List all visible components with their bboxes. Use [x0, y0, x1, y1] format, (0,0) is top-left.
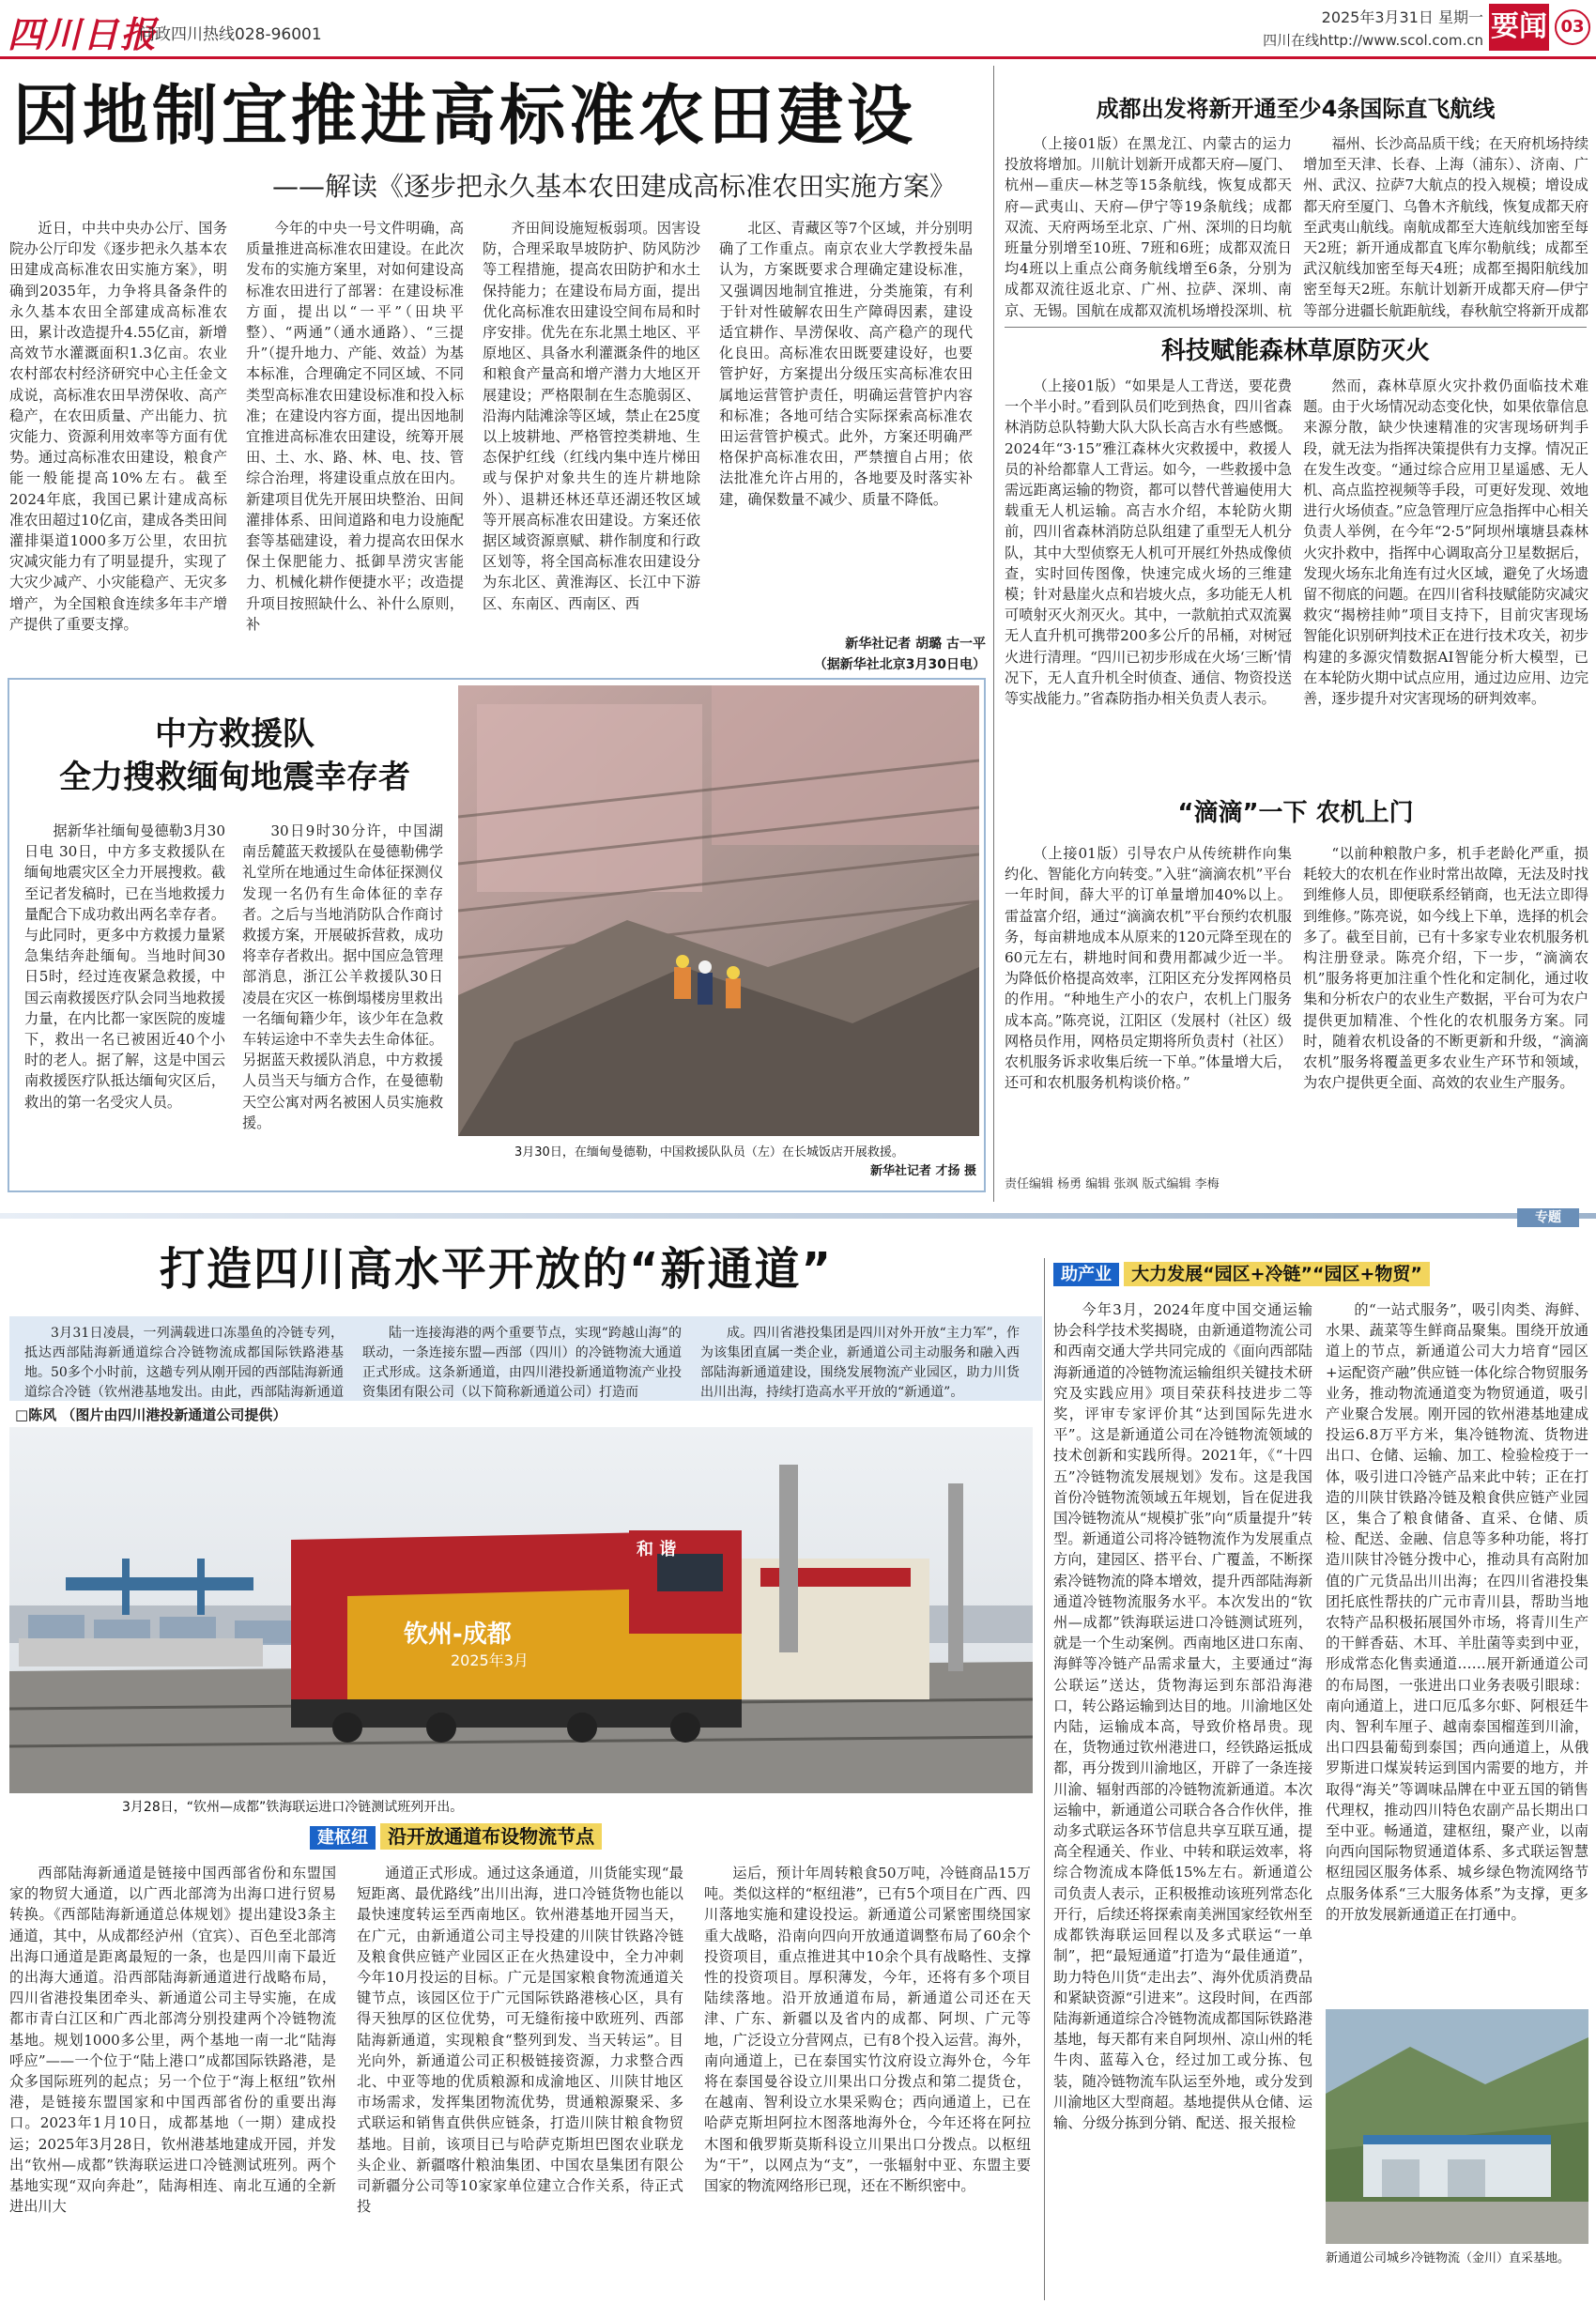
airline-col-2: 福州、长沙高品质干线；在天府机场持续增加至天津、长春、上海（浦东）、济南、广州、武汉、拉萨7大航点的投入规模；增设成都天府至厦门、乌鲁木齐航线，恢复成都天府至武夷山航线。南航成都至大连航线加密至每天2班；新开通成都直飞库尔勒航线；成都至武汉航线加密至每天4班；成都至揭阳航线加密至每天2班。东航计划新开成都天府—伊宁等部分进疆长航距航线，春秋航空将新开成都 — [1303, 135, 1588, 319]
airline-col-1: （上接01版）在黑龙江、内蒙古的运力投放将增加。川航计划新开成都天府—厦门、杭州—重庆—林芝等15条航线，恢复成都天府—武夷山、天府—伊宁等19条航线；成都双流、天府两场至北京、广州、深圳的日均航班量分别增至10班、7班和6班；成都双流日均4班以上重点公商务航线增至6条，分别为成都双流往返北京、广州、拉萨、深圳、南京、无锡。国航在成都双流机场增投深圳、杭 — [1005, 135, 1292, 319]
rescue-title-1: 中方救援队 — [155, 715, 315, 753]
lead-title: 因地制宜推进高标准农田建设 — [13, 77, 916, 154]
rescue-col-1: 据新华社缅甸曼德勒3月30日电 30日，中方多支救援队在缅甸地震灾区全力开展搜救。截至记者发稿时，已在当地救援力量配合下成功救出两名幸存者。与此同时，更多中方救援力量紧急集结奔赴缅甸。当地时间30日5时，经过连夜紧急救援，中国云南救援医疗队会同当地救援力量，在内比都一家医院的废墟下，救出一名已被困近40个小时的老人。据了解，这是中国云南救援医疗队抵达缅甸灾区后，救出的第一名受灾人员。 — [24, 822, 225, 1111]
column-divider — [993, 66, 994, 1202]
freight-train-image — [9, 1427, 1033, 1793]
feature-author: □陈风 （图片由四川港投新通道公司提供） — [15, 1406, 287, 1423]
lead-col-3: 齐田间设施短板弱项。因害设防，合理采取旱坡防护、防风防沙等工程措施，提高农田防护和水土保持能力；在建设布局方面，提出优化高标准农田建设空间布局和时序安排。优先在东北黑土地区、平原地区、具备水利灌溉条件的地区和粮食产量高和增产潜力大地区开展建设；严格限制在生态脆弱区、沿海内陆滩涂等区域，禁止在25度以上坡耕地、严格管控类耕地、生态保护红线（红线内集中连片梯田或与保护对象共生的连片耕地除外）、退耕还林还草还湖还牧区域等开展高标准农田建设。方案还依据区域资源禀赋、耕作制度和行政区划等，将全国高标准农田建设分为东北区、黄淮海区、长江中下游区、东南区、西南区、西 — [483, 220, 700, 612]
sub1-col-3: 运后，预计年周转粮食50万吨，冷链商品15万吨。类似这样的“枢纽港”，已有5个项目在广西、四川落地实施和建设投运。新通道公司紧密围绕国家重大战略，沿南向四向开放通道调整布局了60余个投资项目，重点推进其中10余个具有战略性、支撑性的投资项目。厚积薄发，今年，还将有多个项目陆续落地。沿开放通道布局，新通道公司还在天津、广东、新疆以及省内的成都、阿坝、广元等地，广泛设立分营网点，已有8个投入运营。海外，南向通道上，已在泰国实竹汶府设立海外仓，今年将在泰国曼谷设立川果出口分拨点和第二提货仓，在越南、智利设立水果采购仓；西向通道上，已在哈萨克斯坦阿拉木图落地海外仓，今年还将在阿拉木图和俄罗斯莫斯科设立川果出口分拨点。以枢纽为“干”，以网点为“支”，一张辐射中亚、东盟主要国家的物流网络形已现，还在不断织密中。 — [704, 1865, 1031, 2195]
feature-title: 打造四川高水平开放的“新通道” — [160, 1243, 834, 1296]
didi-col-1: （上接01版）引导农户从传统耕作向集约化、智能化方向转变。”入驻“滴滴农机”平台一年时间，薛大平的订单量增加40%以上。雷益富介绍，通过“滴滴农机”平台预约农机服务，每亩耕地成本从原来的120元降至现在的60元左右，耕地时间和费用都减少近一半。为降低价格提高效率，江阳区充分发挥网格员的作用。“种地生产小的农户，农机上门服务成本高。”陈亮说，江阳区（发展村（社区）级网格员作用，网格员定期将所负责村（社区）农机服务诉求收集后统一下单。”体量增大后，还可和农机服务机构谈价格。” — [1005, 845, 1292, 1092]
divider — [1005, 327, 1587, 328]
sub2-col-2: 的“一站式服务”，吸引肉类、海鲜、水果、蔬菜等生鲜商品聚集。围绕开放通道上的节点，新通道公司大力培育“园区+运配资产融”供应链一体化综合物贸服务业务，推动物流通道变为物贸通道，吸引产业聚合发展。刚开园的钦州港基地建成投运6.8万平方米，集冷链物流、货物进出口、仓储、运输、加工、检验检疫于一体，吸引进口冷链产品来此中转；正在打造的川陕甘铁路冷链及粮食供应链产业园区，集合了粮食储备、直采、仓储、质检、配送、金融、信息等多种功能，将打造川陕甘冷链分拨中心，推动具有高附加值的广元货品出川出海；在四川省港投集团托底性帮扶的广元市青川县，帮助当地农特产品积极拓展国外市场，将青川生产的干鲜香菇、木耳、羊肚菌等卖到中亚，形成常态化售卖通道……展开新通道公司的布局图，一张进出口业务表吸引眼球：南向通道上，进口厄瓜多尔虾、阿根廷牛肉、智利车厘子、越南泰国榴莲到川渝，出口四县葡萄到泰国；西向通道上，从俄罗斯进口煤炭转运到国内需要的地方，并取得“海关”等调味品牌在中亚五国的销售代理权，推动四川特色农副产品长期出口至中亚。畅通道，建枢纽，聚产业，以南向西向国际物贸通道体系、多式联运智慧枢纽园区服务体系、城乡绿色物流网络节点服务体系“三大服务体系”为支撑，更多的开放发展新通道正在打通中。 — [1326, 1301, 1588, 1923]
sub1-heading — [310, 1821, 779, 1850]
feature-banner-rule — [0, 1213, 1596, 1219]
rescue-caption: 3月30日，在缅甸曼德勒，中国救援队队员（左）在长城饭店开展救援。 — [514, 1145, 904, 1160]
sub1-col-2: 通道正式形成。通过这条通道，川货能实现“最短距离、最优路线”出川出海，进口冷链货物也能以最快速度转运至西南地区。钦州港基地开园当天，在广元，由新通道公司主导投建的川陕甘铁路冷链及粮食供应链产业园区正在火热建设中，全力冲刺今年10月投运的目标。广元是国家粮食物流通道关键节点，该园区位于广元国际铁路港核心区，具有得天独厚的区位优势，可无缝衔接中欧班列、西部陆海新通道，实现粮食“整列到发、当天转运”。目光向外，新通道公司正积极链接资源，力求整合西北、中亚等地的优质粮源和成渝地区、川陕甘地区市场需求，发挥集团物流优势，贯通粮源聚采、多式联运和销售直供供应链条，打造川陕甘粮食物贸基地。目前，该项目已与哈萨克斯坦巴图农业联龙头企业、新疆喀什粮油集团、中国农垦集团有限公司新疆分公司等10家家单位建立合作关系，待正式投 — [357, 1865, 683, 2216]
collapsed-building-image — [458, 685, 979, 1136]
lead-credit: 新华社记者 胡璐 古一平 — [845, 637, 986, 652]
page-number: 03 — [1555, 9, 1590, 45]
lead-subtitle: ——解读《逐步把永久基本农田建成高标准农田实施方案》 — [272, 171, 957, 202]
sub1-col-1: 西部陆海新通道是链接中国西部省份和东盟国家的物贸大通道，以广西北部湾为出海口进行贸易转换。《西部陆海新通道总体规划》提出建设3条主通道，其中，从成都经泸州（宜宾）、百色至北部湾出海口通道是距离最短的一条，也是四川南下最近的出海大通道。沿西部陆海新通道进行战略布局，四川省港投集团牵头、新通道公司主导实施，在成都市青白江区和广西北部湾分别投建两个冷链物流基地。规划1000多公里，两个基地一南一北“陆海呼应”——一个位于“陆上港口”成都国际铁路港，是众多国际班列的起点；另一个位于“海上枢纽”钦州港，是链接东盟国家和中国西部省份的重要出海口。2023年1月10日，成都基地（一期）建成投运；2025年3月28日，钦州港基地建成开园，并发出“钦州—成都”铁海联运进口冷链测试班列。两个基地实现“双向奔赴”，陆海相连、南北互通的全新进出川大 — [9, 1865, 336, 2216]
lead-col-4: 北区、青藏区等7个区域，并分别明确了工作重点。南京农业大学教授朱晶认为，方案既要求合理确定建设标准，又强调因地制宜推进，分类施策，有利于针对性破解农田生产障碍因素，建设适宜耕作、旱涝保收、高产稳产的现代化良田。高标准农田既要建设好，也要管护好，方案提出分级压实高标准农田属地运营管护责任，明确运营管护内容和标准；各地可结合实际探索高标准农田运营管护模式。此外，方案还明确严格保护高标准农田，严禁擅自占用；依法批准允许占用的，各地要及时落实补建，确保数量不减少、质量不降低。 — [719, 220, 973, 508]
train-label-route: 钦州-成都 — [404, 1620, 512, 1649]
airline-title: 成都出发将新开通至少4条国际直飞航线 — [1096, 96, 1496, 122]
lead-col-1: 近日，中共中央办公厅、国务院办公厅印发《逐步把永久基本农田建成高标准农田实施方案》，明确到2035年，力争将具备条件的永久基本农田全部建成高标准农田，累计改造提升4.55亿亩，新增高效节水灌溉面积1.3亿亩。农业农村部农村经济研究中心主任金文成说，高标准农田旱涝保收、高产稳产，在农田质量、产出能力、抗灾能力、资源利用效率等方面有优势。通过高标准农田建设，粮食产能一般能提高10%左右。截至2024年底，我国已累计建成高标准农田超过10亿亩，建成各类田间灌排渠道1000多万公里，农田抗灾减灾能力有了明显提升，实现了大灾少减产、小灾能稳产、无灾多增产，为全国粮食连续多年丰产增产提供了重要支撑。 — [9, 220, 227, 633]
cold-chain-base-photo — [1326, 2009, 1588, 2244]
rescue-credit: 新华社记者 才扬 摄 — [869, 1164, 976, 1178]
train-label-hexie: 和 谐 — [637, 1540, 677, 1559]
base-photo-caption: 新通道公司城乡冷链物流（金川）直采基地。 — [1326, 2251, 1571, 2266]
lead-col-2: 今年的中央一号文件明确，高质量推进高标准农田建设。在此次发布的实施方案里，对如何建设高标准农田进行了部署：在建设标准方面，提出以“一平”（田块平整）、“两通”（通水通路）、“三提升”（提升地力、产能、效益）为基本标准，合理确定不同区域、不同类型高标准农田建设标准和投入标准；在建设内容方面，提出因地制宜推进高标准农田建设，统筹开展田、土、水、路、林、电、技、管综合治理，将建设重点放在田内。新建项目优先开展田块整治、田间灌排体系、田间道路和电力设施配套等基础建设，着力提高农田保水保土保肥能力、抵御旱涝灾害能力、机械化耕作便捷水平；改造提升项目按照缺什么、补什么原则，补 — [246, 220, 464, 633]
rescue-title-2: 全力搜救缅甸地震幸存者 — [59, 759, 410, 796]
feature-intro-2: 陆一连接海港的两个重要节点，实现“跨越山海”的联动，一条连接东盟—西部（四川）的冷链物流大通道正式形成。这条新通道，由四川港投新通道物流产业投资集团有限公司（以下简称新通道公司）打造而 — [362, 1326, 682, 1399]
issue-date: 2025年3月31日 星期一 — [1321, 8, 1483, 26]
newspaper-logo: 四川日报 — [8, 13, 159, 55]
sub2-tag: 助产业 — [1053, 1263, 1119, 1286]
hotline: 问政四川热线028-96001 — [139, 25, 322, 44]
rescue-col-2: 30日9时30分许，中国湖南岳麓蓝天救援队在曼德勒佛学礼堂所在地通过生命体征探测仪发现一名仍有生命体征的幸存者。之后与当地消防队合作商讨救援方案，开展破拆营救，成功将幸存者救出。据中国应急管理部消息，浙江公羊救援队30日凌晨在灾区一栋倒塌楼房里救出一名缅甸籍少年，该少年在急救车转运途中不幸失去生命体征。另据蓝天救援队消息，中方救援人员当天与缅方合作，在曼德勒天空公寓对两名被困人员实施救援。 — [242, 822, 443, 1131]
sub2-col-1: 今年3月，2024年度中国交通运输协会科学技术奖揭晓，由新通道物流公司和西南交通大学共同完成的《面向西部陆海新通道的冷链物流运输组织关键技术研究及实践应用》项目荣获科技进步二等奖，评审专家评价其“达到国际先进水平”。这是新通道公司在冷链物流领域的技术创新和实践所得。2021年，《“十四五”冷链物流发展规划》发布。这是我国首份冷链物流领域五年规划，旨在促进我国冷链物流从“规模扩张”向“质量提升”转型。新通道公司将冷链物流作为发展重点方向，建园区、搭平台、广覆盖，不断探索冷链物流的降本增效，提升西部陆海新通道冷链物流服务水平。本次发出的“钦州—成都”铁海联运进口冷链测试班列，就是一个生动案例。西南地区进口东南、海鲜等冷链产品需求量大，主要通过“海公联运”送达，货物海运到东部沿海港口，转公路运输到达目的地。川渝地区处内陆，运输成本高，导致价格昂贵。现在，货物通过钦州港进口，经铁路运抵成都，再分拨到川渝地区，开辟了一条连接川渝、辐射西部的冷链物流新通道。本次运输中，新通道公司联合各合作伙伴，推动多式联运各环节信息共享互联互通，提高全程通关、作业、中转和联运效率，将综合物流成本降低15%左右。新通道公司负责人表示，正积极推动该班列常态化开行，后续还将探索南美洲国家经钦州至成都铁海联运回程以及多式联运“一单制”，把“最短通道”打造为“最佳通道”，助力特色川货“走出去”、海外优质消费品和紧缺资源“引进来”。这段时间，在西部陆海新通道综合冷链物流成都国际铁路港基地，每天都有来自阿坝州、凉山州的牦牛肉、蓝莓入仓，经过加工或分拣、包装，随冷链物流车队运至外地，或分发到川渝地区大型商超。基地提供从仓储、运输、分级分拣到分销、配送、报关报检 — [1053, 1301, 1312, 2131]
didi-title: “滴滴”一下 农机上门 — [1177, 799, 1414, 827]
lead-credit-source: （据新华社北京3月30日电） — [813, 657, 986, 672]
sub1-tag: 建枢纽 — [310, 1826, 376, 1850]
cold-chain-base-image — [1326, 2009, 1588, 2244]
masthead-rule — [0, 56, 1596, 59]
column-divider — [1044, 1258, 1045, 2300]
website[interactable]: 四川在线http://www.scol.com.cn — [1263, 32, 1483, 49]
train-caption: 3月28日，“钦州—成都”铁海联运进口冷链测试班列开出。 — [122, 1800, 464, 1815]
masthead — [0, 0, 1596, 58]
editors-line: 责任编辑 杨勇 编辑 张飒 版式编辑 李梅 — [1005, 1177, 1220, 1191]
rescue-photo — [458, 685, 979, 1136]
feature-intro-3: 成。四川省港投集团是四川对外开放“主力军”，作为该集团直属一类企业，新通道公司主动服务和融入西部陆海新通道建设，围绕发展物流产业园区，助力川货出川出海，持续打造高水平开放的“新通道”。 — [700, 1326, 1020, 1399]
sub1-title: 沿开放通道布设物流节点 — [380, 1823, 602, 1850]
forest-title: 科技赋能森林草原防灭火 — [1160, 337, 1430, 365]
forest-col-2: 然而，森林草原火灾扑救仍面临技术难题。由于火场情况动态变化快，如果依靠信息来源分散，缺少快速精准的灾害现场研判手段，就无法为指挥决策提供有力支撑。情况正在发生改变。“通过综合应用卫星遥感、无人机、高点监控视频等手段，可更好发现、效地进行火场侦查。”应急管理厅应急指挥中心相关负责人举例，在今年“2·5”阿坝州壤塘县森林火灾扑救中，指挥中心调取高分卫星数据后，发现火场东北角连有过火区域，避免了火场遗留不彻底的问题。在四川省科技赋能防灾减灾救灾“揭榜挂帅”项目支持下，目前灾害现场智能化识别研判技术正在进行技术攻关，初步构建的多源灾情数据AI智能分析大模型，已在本轮防火期中试点应用，通过边应用、边完善，逐步提升对灾害现场的研判效率。 — [1303, 377, 1588, 708]
feature-tag: 专题 — [1517, 1208, 1579, 1227]
didi-col-2: “以前种粮散户多，机手老龄化严重，损耗较大的农机在作业时常出故障，无法及时找到维修人员，即便联系经销商，也无法立即得到维修。”陈亮说，如今线上下单，选择的机会多了。截至目前，已有十多家专业农机服务机构注册登录。陈亮介绍，下一步，“滴滴农机”服务将更加注重个性化和定制化，通过收集和分析农户的农业生产数据，平台可为农户提供更加精准、个性化的农机服务方案。同时，随着农机设备的不断更新和升级，“滴滴农机”服务将覆盖更多农业生产环节和领域，为农户提供更全面、高效的农业生产服务。 — [1303, 845, 1588, 1092]
feature-intro-1: 3月31日凌晨，一列满载进口冻墨鱼的冷链专列，抵达西部陆海新通道综合冷链物流成都国际铁路港基地。50多个小时前，这趟专列从刚开园的西部陆海新通道综合冷链（钦州港基地发出。由此，西部陆海新通道 — [24, 1326, 344, 1399]
forest-col-1: （上接01版）“如果是人工背送，要花费一个半小时。”看到队员们吃到热食，四川省森林消防总队特勤大队大队长高吉水有些感慨。2024年“3·15”雅江森林火灾救援中，救援人员的补给都靠人工背运。如今，一些救援中急需远距离运输的物资，都可以替代普遍使用大载重无人机运输。高吉水介绍，本轮防火期前，四川省森林消防总队组建了重型无人机分队，其中大型侦察无人机可开展红外热成像侦查，实时回传图像，快速完成火场的三维建模；针对悬崖火点和岩坡火点，多功能无人机可喷射灭火剂灭火。其中，一款航拍式双流翼无人直升机可携带200多公斤的吊桶，对树冠火进行清理。“四川已初步形成在火场‘三断’情况下，无人直升机全时侦查、通信、物资投送等实战能力。”省森防指办相关负责人表示。 — [1005, 377, 1292, 708]
section-label: 要闻 — [1489, 4, 1549, 51]
sub2-heading — [1053, 1260, 1588, 1288]
sub2-title: 大力发展“园区+冷链”“园区+物贸” — [1124, 1262, 1430, 1286]
train-photo — [9, 1427, 1033, 1793]
train-label-date: 2025年3月 — [451, 1651, 529, 1669]
